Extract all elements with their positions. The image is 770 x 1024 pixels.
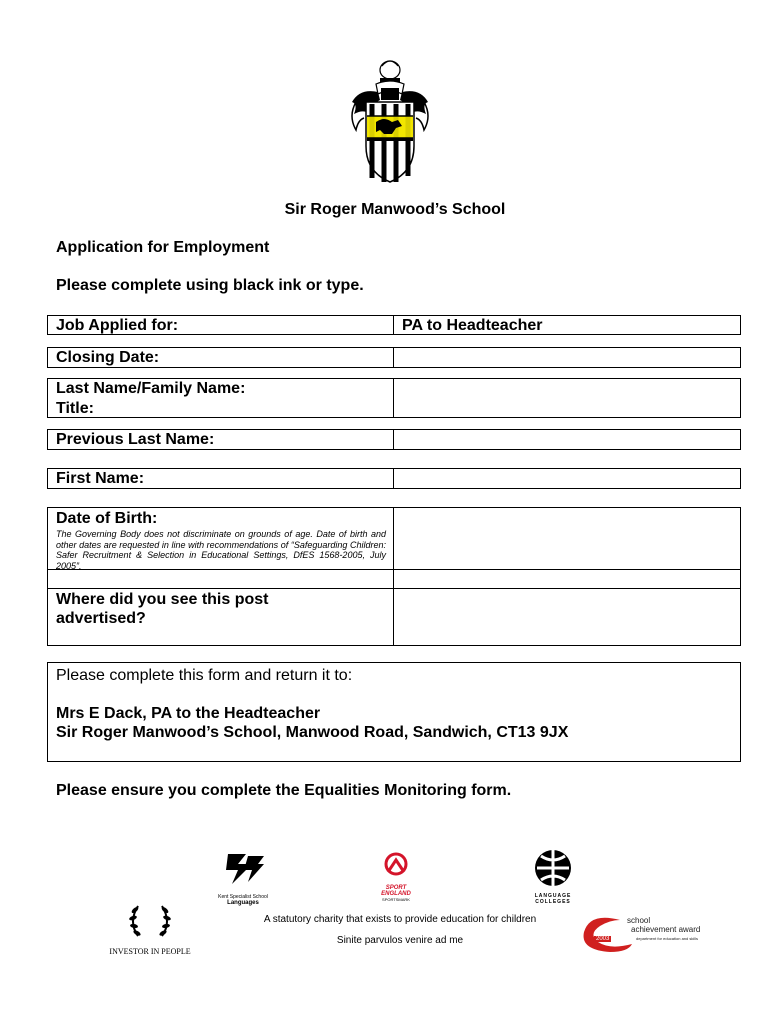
closing-date-field[interactable] xyxy=(393,347,741,368)
award-line1: school xyxy=(627,916,651,925)
date-of-birth-label-cell xyxy=(47,507,394,570)
job-applied-label: Job Applied for: xyxy=(56,317,179,334)
return-intro: Please complete this form and return it to: xyxy=(56,667,353,684)
investor-in-people-logo xyxy=(108,900,192,956)
blank-row-right[interactable] xyxy=(393,569,741,589)
language-caption: LANGUAGE xyxy=(534,893,572,899)
closing-date-label: Closing Date: xyxy=(56,349,160,366)
return-recipient: Mrs E Dack, PA to the Headteacher xyxy=(56,705,321,722)
instruction-text: Please complete using black ink or type. xyxy=(56,277,364,294)
last-name-label: Last Name/Family Name: xyxy=(56,380,246,397)
date-of-birth-field[interactable] xyxy=(393,507,741,570)
award-swoosh-icon xyxy=(580,914,632,954)
investor-caption: INVESTOR IN PEOPLE xyxy=(109,947,191,956)
previous-last-name-label-cell xyxy=(47,429,394,450)
globe-icon xyxy=(532,848,574,888)
job-applied-value: PA to Headteacher xyxy=(402,317,543,334)
languages-small-caption: Kent Specialist School xyxy=(218,894,268,900)
laurel-wreath-icon xyxy=(108,900,192,940)
blank-row-left xyxy=(47,569,394,589)
language-colleges-logo xyxy=(532,848,574,904)
date-of-birth-label: Date of Birth: xyxy=(56,510,158,527)
languages-emblem-icon xyxy=(218,850,268,888)
first-name-label-cell xyxy=(47,468,394,489)
advert-source-label-line2: advertised? xyxy=(56,610,146,627)
first-name-field[interactable] xyxy=(393,468,741,489)
title-label: Title: xyxy=(56,400,94,417)
award-line2: achievement award xyxy=(631,925,701,934)
job-applied-label-cell xyxy=(47,315,394,335)
advert-source-label-cell xyxy=(47,588,394,646)
return-address: Sir Roger Manwood’s School, Manwood Road, Sandwich, CT13 9JX xyxy=(56,724,569,741)
closing-date-label-cell xyxy=(47,347,394,368)
england-caption: ENGLAND xyxy=(381,891,411,897)
languages-caption: Languages xyxy=(227,900,259,906)
last-name-label-cell xyxy=(47,378,394,418)
school-name: Sir Roger Manwood’s School xyxy=(284,201,506,218)
award-line3: department for education and skills xyxy=(636,936,699,941)
previous-last-name-label: Previous Last Name: xyxy=(56,431,215,448)
advert-source-field[interactable] xyxy=(393,588,741,646)
sportsmark-emblem-icon xyxy=(374,852,418,880)
sport-caption: SPORT xyxy=(385,885,407,891)
equalities-notice: Please ensure you complete the Equalities Monitoring form. xyxy=(56,782,512,799)
sportsmark-caption: SPORTSMARK xyxy=(382,897,410,902)
advert-source-label-line1: Where did you see this post xyxy=(56,591,269,608)
date-of-birth-note: The Governing Body does not discriminate on grounds of age. Date of birth and other dates are requested in line with recommendations of “Safeguarding Children: Safer Recruitment & Selection in Educational Settings, DfES 1568-2005, July 2005”. xyxy=(56,529,386,571)
charity-statement: A statutory charity that exists to provide education for children xyxy=(263,914,537,925)
languages-school-logo xyxy=(218,850,268,906)
sport-england-logo xyxy=(374,852,418,902)
school-crest-logo xyxy=(340,58,440,186)
award-year: 2003 xyxy=(596,936,610,942)
school-motto: Sinite parvulos venire ad me xyxy=(336,935,464,946)
first-name-label: First Name: xyxy=(56,470,145,487)
job-applied-field[interactable] xyxy=(393,315,741,335)
last-name-field[interactable] xyxy=(393,378,741,418)
school-achievement-award-logo xyxy=(580,914,730,954)
form-title: Application for Employment xyxy=(56,239,270,256)
return-address-box xyxy=(47,662,741,762)
previous-last-name-field[interactable] xyxy=(393,429,741,450)
colleges-caption: COLLEGES xyxy=(535,899,571,905)
